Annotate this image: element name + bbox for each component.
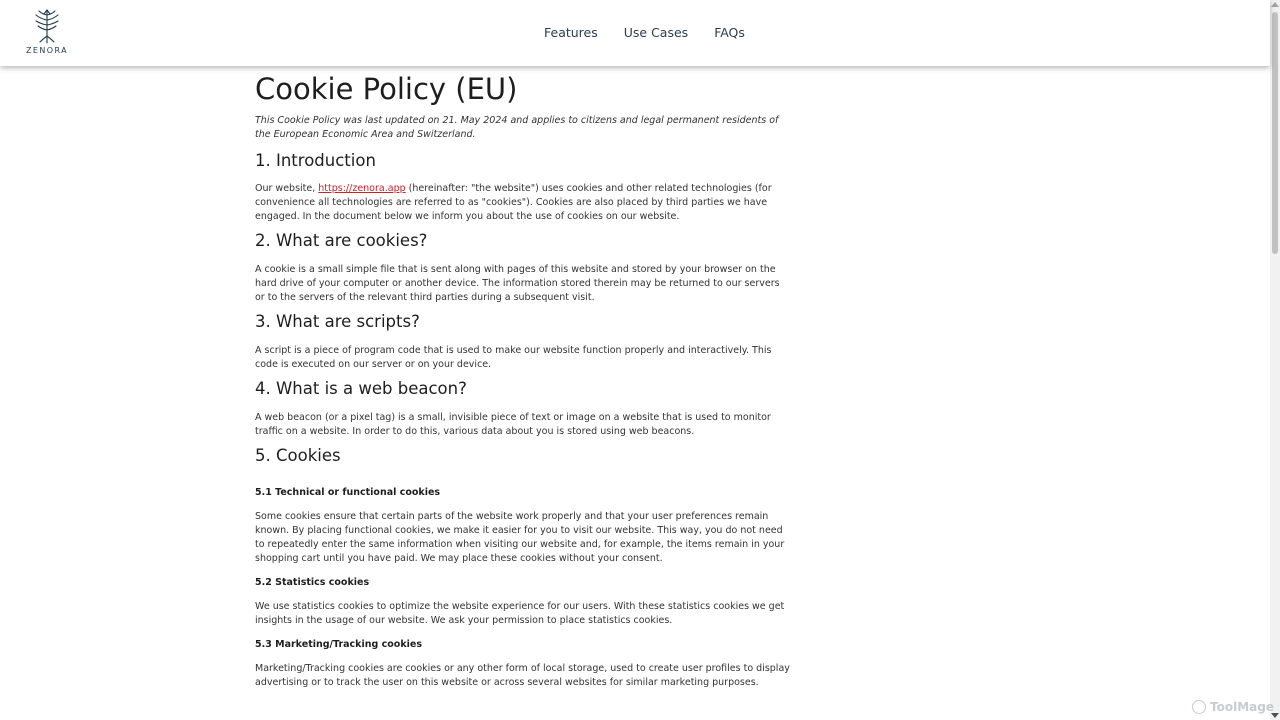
subsection-marketing-title: 5.3 Marketing/Tracking cookies — [255, 639, 422, 650]
watermark-text: ToolMage — [1210, 700, 1274, 714]
subsection-statistics-title: 5.2 Statistics cookies — [255, 577, 370, 588]
subsection-marketing-text: Marketing/Tracking cookies are cookies or any other form of local storage, used to create user profiles to display advertising or to track the user on this website or across several websites for similar marketing purposes. — [255, 663, 790, 688]
logo-text: ZENORA — [26, 46, 68, 55]
subsection-functional-text: Some cookies ensure that certain parts of the website work properly and that your user preferences remain known. By placing functional cookies, we make it easier for you to visit our website. This way, you do not need to repeatedly enter the same information when visiting our website and, for example, the items remain in your shopping cart until you have paid. We may place these cookies without your consent. — [255, 511, 785, 564]
watermark-logo-icon — [1192, 700, 1206, 714]
section-scripts-title: 3. What are scripts? — [255, 312, 420, 331]
subsection-statistics-text: We use statistics cookies to optimize the website experience for our users. With these statistics cookies we get insights in the usage of our website. We ask your permission to place statistics cookies. — [255, 601, 785, 626]
intro-text-end: (hereinafter: "the website") uses cookies and other related technologies (for convenience all technologies are referred to as "cookies"). Cookies are also placed by third parties we have engaged. In the document below we inform you about the use of cookies on our website. — [255, 183, 772, 222]
section-web-beacon-text: A web beacon (or a pixel tag) is a small, invisible piece of text or image on a website that is used to monitor traffic on a website. In order to do this, various data about you is stored using web beacons. — [255, 412, 771, 437]
nav-use-cases[interactable]: Use Cases — [623, 25, 689, 40]
section-introduction-text — [255, 182, 791, 224]
nav-faqs[interactable]: FAQs — [714, 25, 745, 40]
page-scrollbar[interactable] — [1270, 0, 1280, 720]
website-link[interactable]: https://zenora.app — [318, 183, 406, 194]
section-cookies-title: 2. What are cookies? — [255, 231, 428, 250]
nav-features[interactable]: Features — [544, 25, 598, 40]
intro-text-start: Our website, — [255, 183, 319, 194]
main-nav — [544, 25, 771, 40]
scroll-up-arrow-icon[interactable] — [1271, 2, 1279, 7]
tree-logo-icon — [32, 6, 62, 44]
policy-content — [255, 70, 791, 690]
site-header — [0, 0, 1270, 66]
subsection-functional-title: 5.1 Technical or functional cookies — [255, 487, 441, 498]
scrollbar-thumb[interactable] — [1272, 12, 1278, 254]
zenora-logo[interactable] — [26, 6, 68, 55]
section-web-beacon-title: 4. What is a web beacon? — [255, 379, 467, 398]
section-cookies-text: A cookie is a small simple file that is sent along with pages of this website and stored by your browser on the hard drive of your computer or another device. The information stored therein may be returned to our servers or to the servers of the relevant third parties during a subsequent visit. — [255, 264, 780, 303]
intro-text: This Cookie Policy was last updated on 21. May 2024 and applies to citizens and legal permanent residents of the European Economic Area and Switzerland. — [255, 115, 779, 140]
section-cookies-list-title: 5. Cookies — [255, 446, 341, 465]
section-scripts-text: A script is a piece of program code that is used to make our website function properly and interactively. This code is executed on our server or on your device. — [255, 345, 772, 370]
page-title: Cookie Policy (EU) — [255, 72, 518, 106]
section-introduction-title: 1. Introduction — [255, 151, 376, 170]
watermark — [1192, 700, 1274, 714]
